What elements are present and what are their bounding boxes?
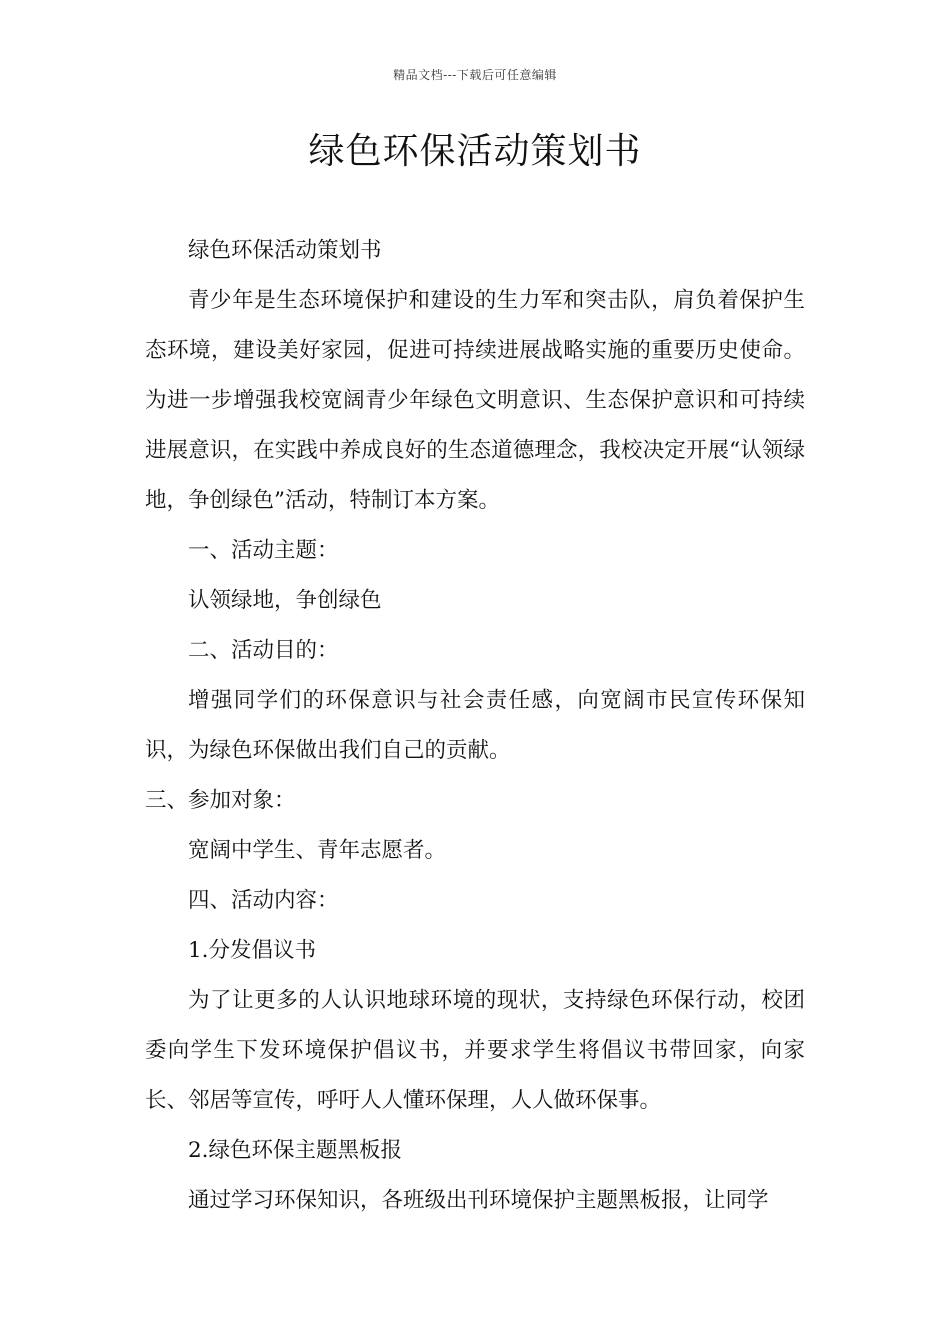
- paragraph-purpose: 增强同学们的环保意识与社会责任感，向宽阔市民宣传环保知识，为绿色环保做出我们自己的贡献。: [145, 688, 805, 763]
- section-heading-purpose: 二、活动目的：: [188, 638, 339, 663]
- paragraph-blackboard: 通过学习环保知识，各班级出刊环境保护主题黑板报，让同学: [188, 1188, 769, 1213]
- section-heading-theme: 一、活动主题：: [188, 538, 339, 563]
- page-header-note: 精品文档---下载后可任意编辑: [393, 68, 557, 82]
- section-heading-content: 四、活动内容：: [188, 888, 339, 913]
- paragraph-participants: 宽阔中学生、青年志愿者。: [188, 838, 447, 863]
- subheading-blackboard: 2.绿色环保主题黑板报: [188, 1138, 403, 1163]
- paragraph-theme: 认领绿地，争创绿色: [188, 588, 382, 613]
- document-body: [145, 226, 805, 1226]
- paragraph-proposal: 为了让更多的人认识地球环境的现状，支持绿色环保行动，校团委向学生下发环境保护倡议书，并要求学生将倡议书带回家，向家长、邻居等宣传，呼吁人人懂环保理，人人做环保事。: [145, 988, 805, 1113]
- paragraph-intro: 青少年是生态环境保护和建设的生力军和突击队，肩负着保护生态环境，建设美好家园，促进可持续进展战略实施的重要历史使命。为进一步增强我校宽阔青少年绿色文明意识、生态保护意识和可持续进展意识，在实践中养成良好的生态道德理念，我校决定开展“认领绿地，争创绿色”活动，特制订本方案。: [145, 288, 805, 513]
- subheading-proposal: 1.分发倡议书: [188, 938, 317, 963]
- section-heading-participants: 三、参加对象：: [145, 788, 296, 813]
- paragraph-subtitle: 绿色环保活动策划书: [188, 238, 382, 263]
- document-title: 绿色环保活动策划书: [308, 131, 642, 172]
